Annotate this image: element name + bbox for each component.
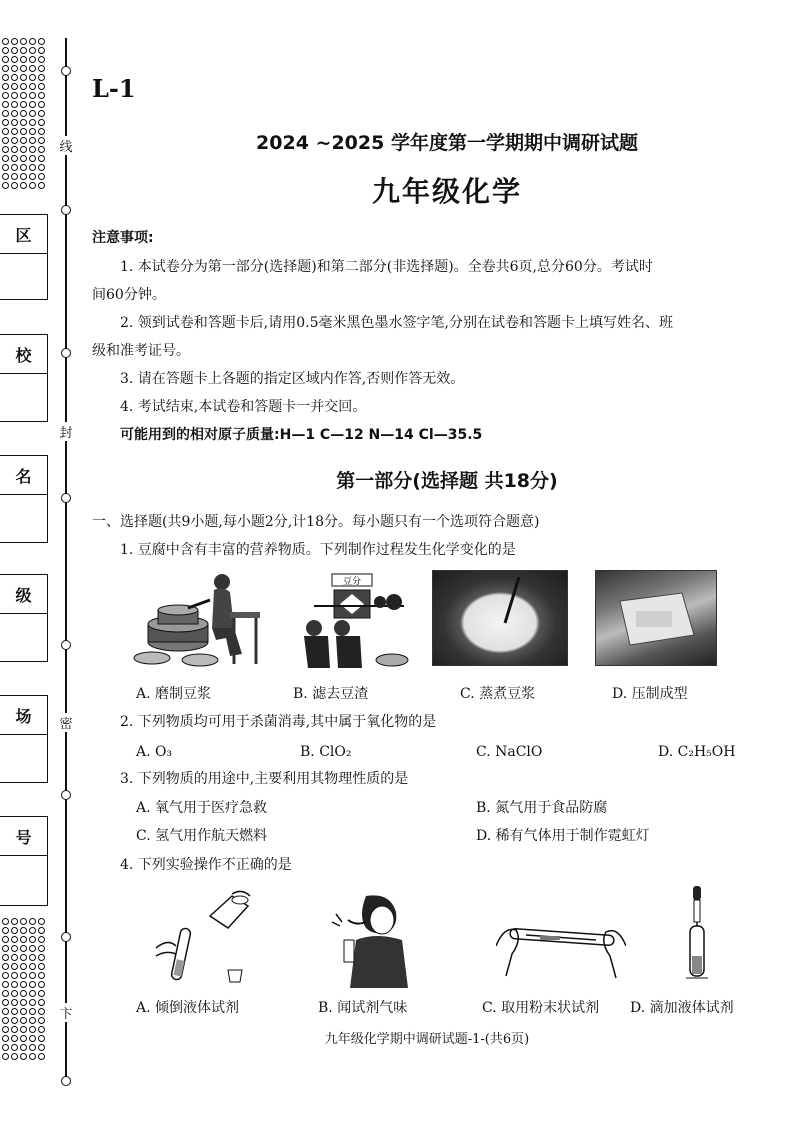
dot (11, 119, 18, 126)
binding-margin (0, 0, 80, 1123)
cut-char: 封 (56, 422, 76, 441)
dot (11, 56, 18, 63)
grinding-illustration (130, 568, 270, 672)
dot (38, 972, 45, 979)
dot (20, 1017, 27, 1024)
binding-hole (61, 790, 71, 800)
dot (20, 119, 27, 126)
dot (29, 918, 36, 925)
dot (2, 963, 9, 970)
dot (11, 65, 18, 72)
dot (29, 47, 36, 54)
dot (38, 1053, 45, 1060)
dot (2, 918, 9, 925)
dot (38, 963, 45, 970)
dot (38, 990, 45, 997)
subject-title: 九年级化学 (371, 175, 522, 208)
q2-option-c: C. NaClO (476, 744, 543, 760)
dot (20, 945, 27, 952)
dot (2, 972, 9, 979)
binding-hole (61, 932, 71, 942)
dot (29, 119, 36, 126)
pressing-photo (595, 570, 717, 666)
q1-option-a: A. 磨制豆浆 (136, 686, 212, 702)
dot (29, 1017, 36, 1024)
dot (2, 65, 9, 72)
q1-option-b: B. 滤去豆渣 (293, 686, 369, 702)
exam-title: 2024 ~2025 学年度第一学期期中调研试题 (256, 132, 638, 154)
dot (11, 945, 18, 952)
dot (38, 945, 45, 952)
smelling-illustration (326, 892, 426, 988)
dot (20, 927, 27, 934)
notice-heading: 注意事项: (92, 230, 154, 246)
dot (20, 155, 27, 162)
cut-char: 卞 (56, 1003, 76, 1022)
notice-item: 3. 请在答题卡上各题的指定区域内作答,否则作答无效。 (120, 371, 465, 387)
dot (11, 990, 18, 997)
page-footer: 九年级化学期中调研试题-1-(共6页) (324, 1032, 530, 1047)
dot (11, 927, 18, 934)
binding-hole (61, 1076, 71, 1086)
dot (38, 56, 45, 63)
info-box-district (0, 214, 48, 300)
q3-option-b: B. 氮气用于食品防腐 (476, 800, 608, 816)
dot (38, 83, 45, 90)
info-box-room (0, 695, 48, 783)
boiling-photo (432, 570, 568, 666)
dot (38, 65, 45, 72)
dot (11, 92, 18, 99)
dot (2, 1053, 9, 1060)
dot (2, 92, 9, 99)
dot (11, 963, 18, 970)
info-label: 号 (0, 817, 47, 856)
q4-option-c: C. 取用粉末状试剂 (482, 1000, 600, 1016)
q1-option-c: C. 蒸煮豆浆 (460, 686, 536, 702)
dot (11, 101, 18, 108)
dot (2, 981, 9, 988)
notice-item: 间60分钟。 (92, 287, 166, 303)
dot (29, 945, 36, 952)
dot (38, 92, 45, 99)
notice-item: 2. 领到试卷和答题卡后,请用0.5毫米黑色墨水签字笔,分别在试卷和答题卡上填写姓名、班 (120, 315, 673, 331)
dot (38, 38, 45, 45)
dot (20, 990, 27, 997)
dot (11, 47, 18, 54)
cut-char: 线 (56, 136, 76, 155)
q3-option-c: C. 氢气用作航天燃料 (136, 828, 268, 844)
dot (38, 47, 45, 54)
binding-hole (61, 493, 71, 503)
dot (11, 972, 18, 979)
question-3-stem: 3. 下列物质的用途中,主要利用其物理性质的是 (120, 771, 409, 787)
dot (38, 999, 45, 1006)
paper-code: L-1 (92, 74, 136, 103)
cut-char: 密 (56, 713, 76, 732)
dot (2, 954, 9, 961)
dot (20, 83, 27, 90)
notice-item: 4. 考试结束,本试卷和答题卡一并交回。 (120, 399, 367, 415)
dot (2, 155, 9, 162)
dot (2, 1017, 9, 1024)
q3-option-a: A. 氧气用于医疗急救 (136, 800, 268, 816)
part1-title: 第一部分(选择题 共18分) (336, 470, 558, 492)
atomic-mass-line: 可能用到的相对原子质量:H—1 C—12 N—14 Cl—35.5 (120, 427, 483, 443)
notice-item: 1. 本试卷分为第一部分(选择题)和第二部分(非选择题)。全卷共6页,总分60分。考试时 (120, 259, 653, 275)
pouring-liquid-illustration (150, 888, 260, 988)
dot (20, 65, 27, 72)
dot (29, 74, 36, 81)
filtering-illustration (294, 572, 418, 672)
dot (38, 981, 45, 988)
dot (11, 936, 18, 943)
dot (20, 74, 27, 81)
binding-hole (61, 66, 71, 76)
dot (29, 972, 36, 979)
dot (29, 954, 36, 961)
info-box-number (0, 816, 48, 906)
dot (38, 101, 45, 108)
binding-hole (61, 640, 71, 650)
dot (20, 963, 27, 970)
dot (20, 1053, 27, 1060)
powder-reagent-illustration (496, 906, 626, 982)
sign-text: 豆分 (342, 577, 362, 587)
dot (20, 92, 27, 99)
q2-option-b: B. ClO₂ (300, 744, 352, 760)
dot (2, 47, 9, 54)
dot (38, 936, 45, 943)
dot (38, 110, 45, 117)
dot (20, 101, 27, 108)
dot (29, 999, 36, 1006)
dot (29, 56, 36, 63)
dot (29, 963, 36, 970)
dot (38, 155, 45, 162)
dot (11, 74, 18, 81)
dot (11, 999, 18, 1006)
dot (20, 981, 27, 988)
dot (20, 110, 27, 117)
dot (2, 83, 9, 90)
dot (11, 38, 18, 45)
q4-option-b: B. 闻试剂气味 (318, 1000, 408, 1016)
dot (20, 972, 27, 979)
question-1-stem: 1. 豆腐中含有丰富的营养物质。下列制作过程发生化学变化的是 (120, 542, 516, 558)
dot (11, 83, 18, 90)
dot (29, 65, 36, 72)
binding-hole (61, 348, 71, 358)
dot (29, 38, 36, 45)
q2-option-d: D. C₂H₅OH (658, 744, 736, 760)
dot (38, 1008, 45, 1015)
dot (11, 1008, 18, 1015)
dot (11, 110, 18, 117)
dot (20, 38, 27, 45)
q2-option-a: A. O₃ (136, 744, 173, 760)
dot (29, 101, 36, 108)
dot (2, 56, 9, 63)
dot (29, 936, 36, 943)
dot (38, 74, 45, 81)
dot (11, 954, 18, 961)
question-4-stem: 4. 下列实验操作不正确的是 (120, 857, 292, 873)
info-label: 区 (0, 215, 47, 254)
dot (20, 918, 27, 925)
dot (2, 936, 9, 943)
dot (20, 47, 27, 54)
dot (29, 155, 36, 162)
notice-item: 级和准考证号。 (92, 343, 190, 359)
dot (2, 101, 9, 108)
dot (11, 1053, 18, 1060)
dot (11, 155, 18, 162)
info-label: 级 (0, 575, 47, 614)
dot (2, 1008, 9, 1015)
dot (11, 918, 18, 925)
q1-option-d: D. 压制成型 (612, 686, 688, 702)
dot-pattern-top (2, 38, 46, 190)
dot (29, 981, 36, 988)
dot (11, 1017, 18, 1024)
dot (2, 38, 9, 45)
dot (20, 999, 27, 1006)
dot (11, 981, 18, 988)
dot (38, 119, 45, 126)
dot (38, 927, 45, 934)
dot (2, 945, 9, 952)
dot (2, 990, 9, 997)
dot (20, 954, 27, 961)
info-box-class (0, 574, 48, 662)
part1-instruction: 一、选择题(共9小题,每小题2分,计18分。每小题只有一个选项符合题意) (92, 514, 540, 530)
dot (29, 83, 36, 90)
dot (29, 990, 36, 997)
dot (2, 74, 9, 81)
info-box-school (0, 334, 48, 422)
dot (38, 918, 45, 925)
dot (38, 954, 45, 961)
dot (2, 927, 9, 934)
dot (2, 119, 9, 126)
dot (20, 1008, 27, 1015)
dot (20, 936, 27, 943)
q4-option-a: A. 倾倒液体试剂 (136, 1000, 240, 1016)
dot (20, 56, 27, 63)
dot (38, 1017, 45, 1024)
info-label: 校 (0, 335, 47, 374)
dot (29, 927, 36, 934)
dot (29, 92, 36, 99)
info-label: 名 (0, 456, 47, 495)
dot (2, 999, 9, 1006)
dot (29, 1008, 36, 1015)
dot (29, 1053, 36, 1060)
info-label: 场 (0, 696, 47, 735)
dot (2, 110, 9, 117)
question-2-stem: 2. 下列物质均可用于杀菌消毒,其中属于氧化物的是 (120, 714, 437, 730)
q4-option-d: D. 滴加液体试剂 (630, 1000, 734, 1016)
q3-option-d: D. 稀有气体用于制作霓虹灯 (476, 828, 650, 844)
dot (29, 110, 36, 117)
dropper-illustration (680, 886, 714, 982)
